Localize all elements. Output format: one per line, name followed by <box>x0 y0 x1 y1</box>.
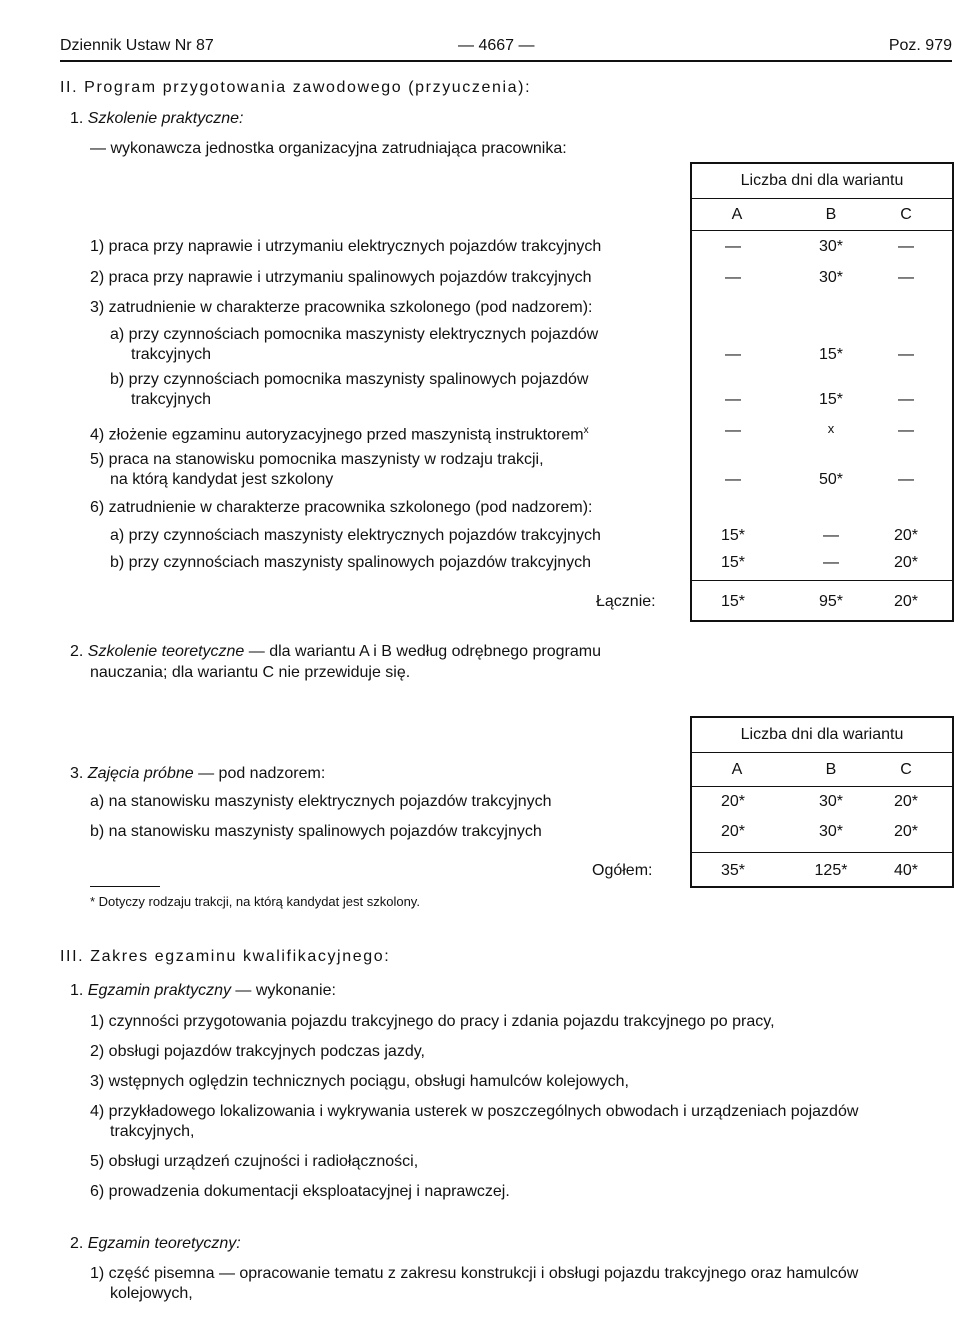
total-a: 35* <box>720 862 746 879</box>
table-2-col-b: B <box>825 761 837 778</box>
table-row: b) przy czynnościach pomocnika maszynisty spalinowych pojazdów <box>110 371 589 388</box>
point-title: Zajęcia próbne <box>87 765 194 782</box>
list-item: 1) czynności przygotowania pojazdu trakcyjnego do pracy i zdania pojazdu trakcyjnego po pracy, <box>90 1013 775 1030</box>
section-2-point-1 <box>70 109 243 129</box>
list-item-cont: trakcyjnych, <box>110 1123 195 1140</box>
table-row <box>90 421 589 445</box>
point-2-text-cont: nauczania; dla wariantu C nie przewiduje się. <box>90 664 411 681</box>
table-row: 3) zatrudnienie w charakterze pracownika szkolonego (pod nadzorem): <box>90 299 593 316</box>
table-row: a) przy czynnościach maszynisty elektrycznych pojazdów trakcyjnych <box>110 527 601 544</box>
cell-b: — <box>823 527 839 544</box>
row-label: 4) złożenie egzaminu autoryzacyjnego przed maszynistą instruktorem <box>90 426 584 444</box>
journal-name: Dziennik Ustaw Nr 87 <box>60 37 214 54</box>
point-title: Egzamin praktyczny <box>87 982 231 999</box>
total-a: 15* <box>720 593 746 610</box>
table-row-cont: na którą kandydat jest szkolony <box>110 471 334 488</box>
page-header <box>60 36 952 62</box>
cell-b: 15* <box>818 346 844 363</box>
section-2-point-2 <box>70 642 601 662</box>
table-1-col-a: A <box>731 206 743 223</box>
total-label: Łącznie: <box>596 593 656 610</box>
table-1-total-rule <box>690 580 954 581</box>
table-row: 2) praca przy naprawie i utrzymaniu spalinowych pojazdów trakcyjnych <box>90 269 592 286</box>
section-3-point-1 <box>70 981 336 1001</box>
table-row: 5) praca na stanowisku pomocnika maszynisty w rodzaju trakcji, <box>90 451 544 468</box>
cell-c: 20* <box>893 823 919 840</box>
cell-c: 20* <box>893 527 919 544</box>
cell-c: — <box>898 346 914 363</box>
point-number: 2. <box>70 1235 84 1252</box>
section-3-point-2 <box>70 1234 241 1254</box>
position-number: Poz. 979 <box>888 37 952 54</box>
cell-c: — <box>898 471 914 488</box>
footnote-rule <box>90 886 160 887</box>
point-title: Szkolenie teoretyczne <box>87 643 245 660</box>
point-number: 3. <box>70 765 84 782</box>
cell-c: 20* <box>893 793 919 810</box>
total-b: 95* <box>818 593 844 610</box>
table-1-col-c: C <box>900 206 912 223</box>
table-row: 6) zatrudnienie w charakterze pracownika szkolonego (pod nadzorem): <box>90 499 593 516</box>
cell-a: 15* <box>720 527 746 544</box>
table-2-total-rule <box>690 852 954 853</box>
table-2-header-rule <box>690 752 954 753</box>
cell-a: 20* <box>720 823 746 840</box>
cell-c: — <box>898 422 914 439</box>
point-number: 1. <box>70 982 84 999</box>
cell-a: — <box>725 346 741 363</box>
point-number: 2. <box>70 643 84 660</box>
footnote-mark: x <box>583 425 589 436</box>
cell-a: 15* <box>720 554 746 571</box>
cell-b: 30* <box>818 793 844 810</box>
point-title: Egzamin teoretyczny: <box>87 1235 241 1252</box>
table-row: b) przy czynnościach maszynisty spalinowych pojazdów trakcyjnych <box>110 554 592 571</box>
cell-b: 30* <box>818 269 844 286</box>
table-2-header: Liczba dni dla wariantu <box>740 726 904 743</box>
table-row-cont: trakcyjnych <box>131 391 212 408</box>
unit-description: — wykonawcza jednostka organizacyjna zatrudniająca pracownika: <box>90 140 567 157</box>
cell-b: 30* <box>818 238 844 255</box>
table-row: a) przy czynnościach pomocnika maszynisty elektrycznych pojazdów <box>110 326 599 343</box>
section-3-title: III. Zakres egzaminu kwalifikacyjnego: <box>60 948 391 965</box>
cell-c: 20* <box>893 554 919 571</box>
table-row: 1) praca przy naprawie i utrzymaniu elektrycznych pojazdów trakcyjnych <box>90 238 602 255</box>
cell-b: 50* <box>818 471 844 488</box>
cell-c: — <box>898 238 914 255</box>
cell-a: — <box>725 422 741 439</box>
table-1-cols-rule <box>690 230 954 231</box>
page-number: — 4667 — <box>458 37 535 54</box>
footnote: * Dotyczy rodzaju trakcji, na którą kandydat jest szkolony. <box>90 894 420 909</box>
point-number: 1. <box>70 110 84 127</box>
table-1-header: Liczba dni dla wariantu <box>740 172 904 189</box>
table-2-col-c: C <box>900 761 912 778</box>
cell-c: — <box>898 269 914 286</box>
table-row: a) na stanowisku maszynisty elektrycznych pojazdów trakcyjnych <box>90 793 552 810</box>
total-c: 40* <box>893 862 919 879</box>
point-title: Szkolenie praktyczne: <box>87 110 244 127</box>
list-item: 5) obsługi urządzeń czujności i radiołączności, <box>90 1153 419 1170</box>
cell-b: 15* <box>818 391 844 408</box>
table-row: b) na stanowisku maszynisty spalinowych pojazdów trakcyjnych <box>90 823 542 840</box>
cell-a: — <box>725 471 741 488</box>
cell-a: — <box>725 269 741 286</box>
grand-total-label: Ogółem: <box>592 862 653 879</box>
list-item: 3) wstępnych oględzin technicznych pociągu, obsługi hamulców kolejowych, <box>90 1073 629 1090</box>
list-item-cont: kolejowych, <box>110 1285 193 1302</box>
list-item: 6) prowadzenia dokumentacji eksploatacyjnej i naprawczej. <box>90 1183 510 1200</box>
table-row-cont: trakcyjnych <box>131 346 212 363</box>
total-b: 125* <box>814 862 848 879</box>
point-text: — dla wariantu A i B według odrębnego programu <box>248 643 601 660</box>
table-1-col-b: B <box>825 206 837 223</box>
table-2-col-a: A <box>731 761 743 778</box>
section-2-point-3 <box>70 764 325 784</box>
list-item: 2) obsługi pojazdów trakcyjnych podczas jazdy, <box>90 1043 425 1060</box>
section-2-title: II. Program przygotowania zawodowego (przyuczenia): <box>60 79 532 96</box>
cell-b: 30* <box>818 823 844 840</box>
list-item: 1) część pisemna — opracowanie tematu z zakresu konstrukcji i obsługi pojazdu trakcyjnego oraz hamulców <box>90 1265 859 1282</box>
table-2-cols-rule <box>690 786 954 787</box>
list-item: 4) przykładowego lokalizowania i wykrywania usterek w poszczególnych obwodach i urządzeniach pojazdów <box>90 1103 859 1120</box>
cell-a: — <box>725 391 741 408</box>
cell-a: 20* <box>720 793 746 810</box>
total-c: 20* <box>893 593 919 610</box>
cell-c: — <box>898 391 914 408</box>
point-text: — wykonanie: <box>235 982 336 999</box>
table-1-header-rule <box>690 198 954 199</box>
point-text: — pod nadzorem: <box>198 765 326 782</box>
cell-a: — <box>725 238 741 255</box>
cell-b: x <box>827 421 835 436</box>
cell-b: — <box>823 554 839 571</box>
